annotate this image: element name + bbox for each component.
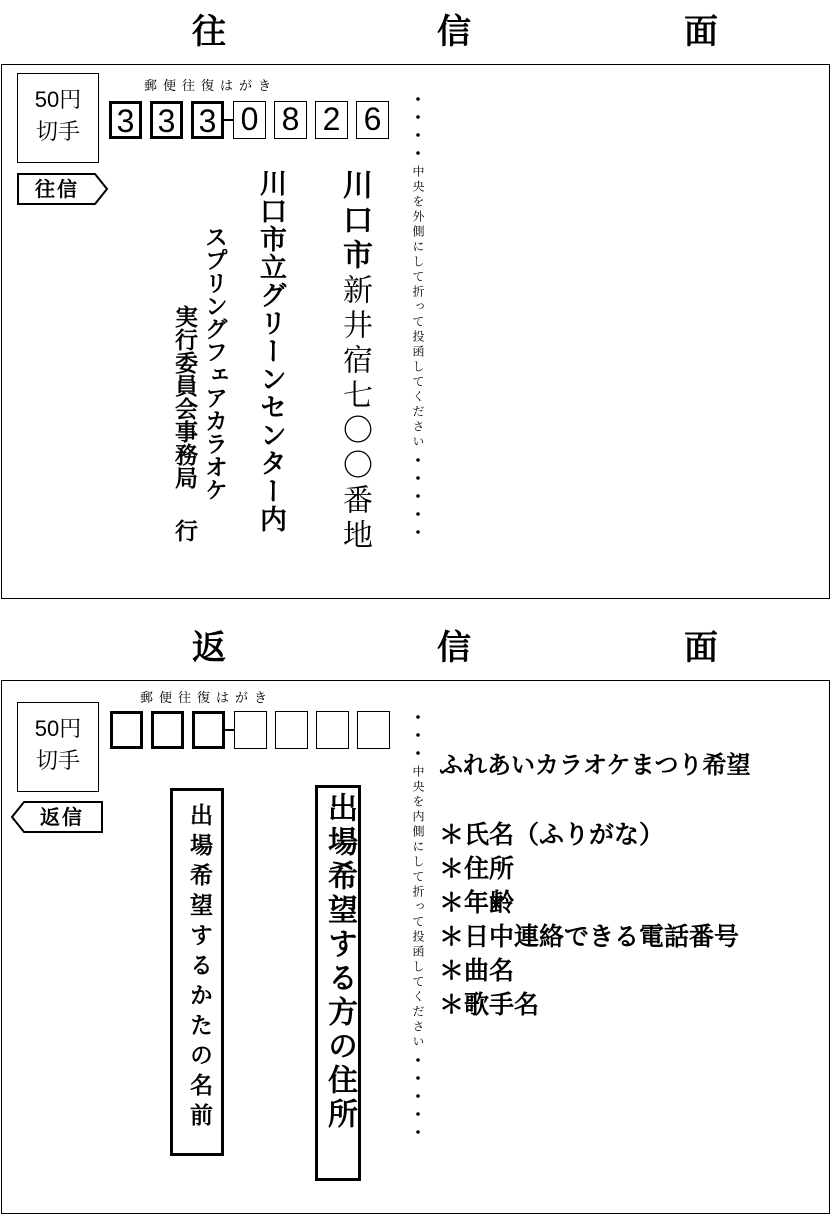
postal-card-label: 郵便往復はがき xyxy=(144,79,278,94)
outgoing-tag-label: 往信 xyxy=(35,177,79,201)
recipient-line-2: 実行委員会事務局 xyxy=(171,305,197,489)
name-field-box xyxy=(170,788,224,1156)
reply-postcard xyxy=(1,680,830,1214)
zip-hyphen xyxy=(225,729,234,731)
stamp-label: 切手 xyxy=(35,119,80,144)
info-item: ＊住所 xyxy=(439,854,515,883)
zip-digit: 0 xyxy=(233,101,266,139)
postal-code-empty xyxy=(110,711,400,751)
reply-heading-char-3: 面 xyxy=(684,628,718,668)
stamp-box xyxy=(17,73,99,163)
info-item: ＊年齢 xyxy=(439,888,515,917)
fold-instruction xyxy=(409,709,427,1142)
reply-title: ふれあいカラオケまつり希望 xyxy=(439,751,751,779)
info-item: ＊日中連絡できる電話番号 xyxy=(439,922,740,951)
outgoing-heading-char-1: 往 xyxy=(192,12,226,52)
reply-heading-char-2: 信 xyxy=(437,628,471,668)
zip-digit-box xyxy=(275,711,308,749)
recipient-suffix: 行 xyxy=(171,519,197,542)
zip-digit-box xyxy=(110,711,143,749)
name-field-label: 出場希望するかたの名前 xyxy=(186,803,212,1133)
fold-dots-top: ・ ・ ・ ・ xyxy=(409,90,426,163)
postal-card-label: 郵便往復はがき xyxy=(140,691,274,706)
address-field-label: 出場希望する方の住所 xyxy=(322,792,357,1132)
stamp-box xyxy=(17,702,99,792)
fold-instruction xyxy=(409,91,427,542)
fold-dots-top: ・ ・ ・ xyxy=(409,708,426,763)
address-line-2: 川口市立グリーンセンター内 xyxy=(255,169,286,533)
stamp-price: 50円 xyxy=(34,87,82,112)
fold-instruction-text: 中央を内側にして折って投函してください xyxy=(411,765,425,1050)
zip-digit-box xyxy=(192,711,225,749)
address-city: 川口市 xyxy=(337,169,372,274)
zip-digit: 6 xyxy=(356,101,389,139)
info-item: ＊氏名（ふりがな） xyxy=(439,820,665,849)
fold-dots-bottom: ・ ・ ・ ・ ・ xyxy=(409,451,426,542)
zip-digit: 3 xyxy=(150,101,183,139)
outgoing-heading-char-3: 面 xyxy=(684,12,718,52)
zip-digit-box xyxy=(316,711,349,749)
address-field-box xyxy=(315,785,361,1181)
reply-tag xyxy=(10,801,100,833)
zip-digit: 8 xyxy=(274,101,307,139)
reply-tag-label: 返信 xyxy=(40,805,84,829)
stamp-price: 50円 xyxy=(34,716,82,741)
recipient-line-1: スプリングフェアカラオケ xyxy=(201,225,227,501)
outgoing-postcard xyxy=(1,64,830,599)
zip-digit-box xyxy=(234,711,267,749)
info-item: ＊曲名 xyxy=(439,956,515,985)
zip-hyphen xyxy=(224,119,233,121)
zip-digit: 3 xyxy=(191,101,224,139)
info-item: ＊歌手名 xyxy=(439,990,540,1019)
zip-digit: 3 xyxy=(109,101,142,139)
fold-dots-bottom: ・ ・ ・ ・ ・ xyxy=(409,1051,426,1142)
fold-instruction-text: 中央を外側にして折って投函してください xyxy=(411,165,425,450)
postal-code xyxy=(109,101,399,141)
address-line-1 xyxy=(334,169,374,554)
outgoing-heading-char-2: 信 xyxy=(437,12,471,52)
zip-digit-box xyxy=(357,711,390,749)
zip-digit-box xyxy=(151,711,184,749)
reply-heading-char-1: 返 xyxy=(192,628,226,668)
outgoing-tag xyxy=(17,173,107,205)
address-street: 新井宿七〇〇番地 xyxy=(337,274,372,554)
stamp-label: 切手 xyxy=(35,748,80,773)
zip-digit: 2 xyxy=(315,101,348,139)
